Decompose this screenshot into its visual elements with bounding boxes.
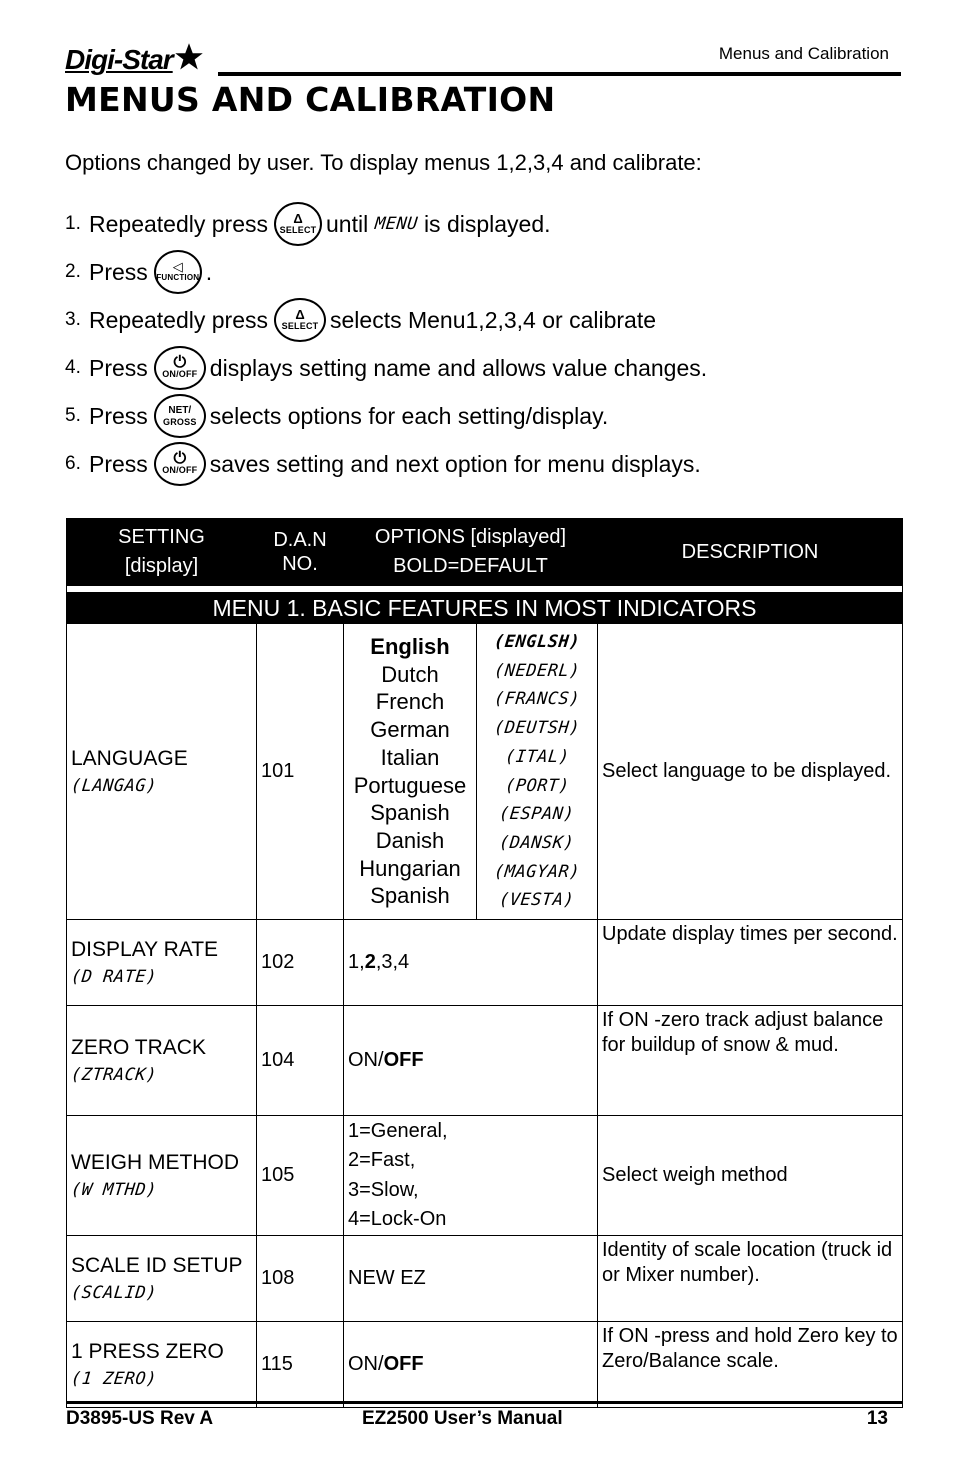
section-row bbox=[67, 593, 903, 624]
header-description: DESCRIPTION bbox=[598, 519, 903, 586]
footer-rule bbox=[66, 1401, 902, 1404]
description-cell: If ON -press and hold Zero key to Zero/Balance scale. bbox=[598, 1322, 903, 1408]
dan-cell: 108 bbox=[257, 1236, 344, 1322]
table-row bbox=[67, 624, 903, 920]
step-6: 6. Press ⏻ ON/OFF saves setting and next option for menu displays. bbox=[65, 440, 707, 488]
step-2: 2. Press ◁ FUNCTION . bbox=[65, 248, 707, 296]
page-title: MENUS AND CALIBRATION bbox=[65, 80, 556, 119]
header-options: OPTIONS [displayed] BOLD=DEFAULT bbox=[344, 519, 598, 586]
footer-page-number: 13 bbox=[866, 1408, 888, 1429]
options-cell: 1,2,3,4 bbox=[344, 920, 598, 1006]
dan-cell: 104 bbox=[257, 1006, 344, 1116]
language-options-cell: English Dutch French German Italian Portuguese Spanish Danish Hungarian Spanish bbox=[344, 624, 477, 920]
options-cell: ON/OFF bbox=[344, 1006, 598, 1116]
table-row bbox=[67, 1006, 903, 1116]
footer-doc-id: D3895-US Rev A bbox=[66, 1408, 214, 1429]
digi-star-logo bbox=[65, 42, 204, 74]
dan-cell: 115 bbox=[257, 1322, 344, 1408]
description-cell: If ON -zero track adjust balance for buildup of snow & mud. bbox=[598, 1006, 903, 1116]
table-header-row bbox=[67, 519, 903, 586]
description-cell: Update display times per second. bbox=[598, 920, 903, 1006]
step-3: 3. Repeatedly press Δ SELECT selects Menu1,2,3,4 or calibrate bbox=[65, 296, 707, 344]
options-cell: 1=General, 2=Fast, 3=Slow, 4=Lock-On bbox=[344, 1116, 598, 1236]
net-gross-key-icon: NET/ GROSS bbox=[154, 394, 206, 438]
step-1: 1. Repeatedly press Δ SELECT until MENU is displayed. bbox=[65, 200, 707, 248]
options-cell: NEW EZ bbox=[344, 1236, 598, 1322]
onoff-key-icon: ⏻ ON/OFF bbox=[154, 442, 206, 486]
menu-table bbox=[66, 518, 903, 1408]
table-row bbox=[67, 1322, 903, 1408]
description-cell: Select language to be displayed. bbox=[598, 624, 903, 920]
description-cell: Select weigh method bbox=[598, 1116, 903, 1236]
setting-cell: ZERO TRACK (ZTRACK) bbox=[67, 1006, 257, 1116]
lcd-menu: MENU bbox=[373, 214, 419, 234]
table-row bbox=[67, 1236, 903, 1322]
setting-cell: DISPLAY RATE (D RATE) bbox=[67, 920, 257, 1006]
step-5: 5. Press NET/ GROSS selects options for each setting/display. bbox=[65, 392, 707, 440]
table-row bbox=[67, 1116, 903, 1236]
select-key-icon: Δ SELECT bbox=[274, 298, 326, 342]
setting-cell: SCALE ID SETUP (SCALID) bbox=[67, 1236, 257, 1322]
setting-cell: LANGUAGE (LANGAG) bbox=[67, 624, 257, 920]
section-title: Menus and Calibration bbox=[718, 44, 889, 63]
options-cell: ON/OFF bbox=[344, 1322, 598, 1408]
setting-cell: WEIGH METHOD (W MTHD) bbox=[67, 1116, 257, 1236]
step-4: 4. Press ⏻ ON/OFF displays setting name and allows value changes. bbox=[65, 344, 707, 392]
logo-text: Digi-Star bbox=[65, 44, 173, 75]
setting-cell: 1 PRESS ZERO (1 ZERO) bbox=[67, 1322, 257, 1408]
dan-cell: 105 bbox=[257, 1116, 344, 1236]
onoff-key-icon: ⏻ ON/OFF bbox=[154, 346, 206, 390]
function-key-icon: ◁ FUNCTION bbox=[154, 250, 202, 294]
footer-manual-title: EZ2500 User’s Manual bbox=[362, 1408, 563, 1429]
steps-list bbox=[65, 200, 707, 488]
intro-text: Options changed by user. To display menus 1,2,3,4 and calibrate: bbox=[65, 150, 702, 175]
header-setting: SETTING [display] bbox=[67, 519, 257, 586]
language-display-cell: (ENGLSH) (NEDERL) (FRANCS) (DEUTSH) (ITAL) (PORT) (ESPAN) (DANSK) (MAGYAR) (VESTA) bbox=[477, 624, 598, 920]
header-dan: D.A.N NO. bbox=[257, 519, 344, 586]
dan-cell: 102 bbox=[257, 920, 344, 1006]
header-rule bbox=[218, 72, 901, 76]
dan-cell: 101 bbox=[257, 624, 344, 920]
description-cell: Identity of scale location (truck id or Mixer number). bbox=[598, 1236, 903, 1322]
star-icon bbox=[174, 42, 204, 72]
select-key-icon: Δ SELECT bbox=[274, 202, 322, 246]
section-title-cell: MENU 1. BASIC FEATURES IN MOST INDICATORS bbox=[67, 593, 903, 624]
table-row bbox=[67, 920, 903, 1006]
